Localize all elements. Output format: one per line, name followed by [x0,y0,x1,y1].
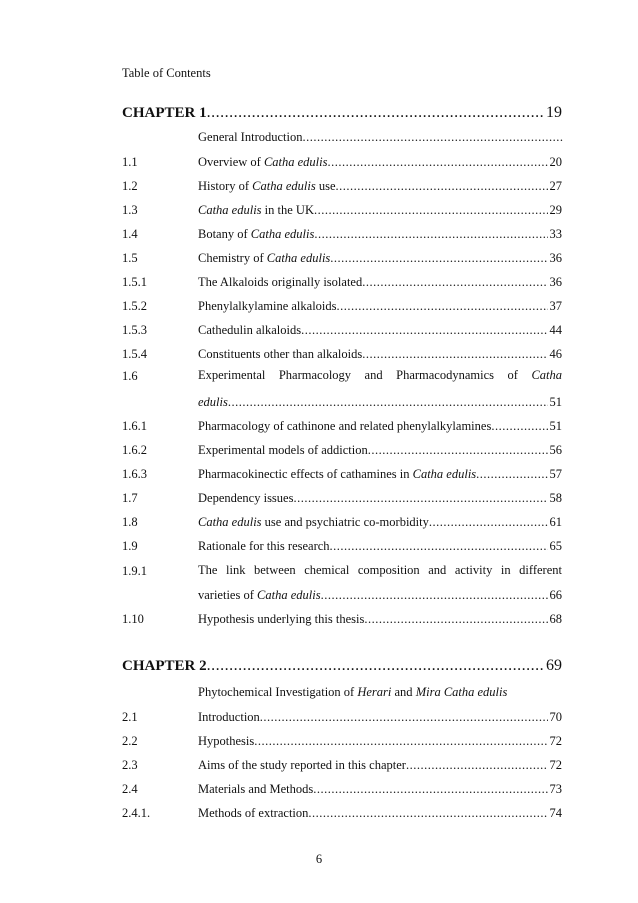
toc-entry [198,178,562,194]
entry-page: 73 [549,782,562,796]
entry-number: 1.3 [122,203,138,217]
entry-number: 1.10 [122,612,144,626]
entry-1-9-1-line2 [198,587,562,603]
entry-text: Experimental Pharmacology and Pharmacodynamics of [198,368,518,382]
entry-text: Dependency issues [198,491,294,505]
leader-dots [313,781,547,797]
entry-page: 36 [549,275,562,289]
entry-number: 1.4 [122,227,138,241]
entry-text: Experimental models of addiction [198,443,368,457]
toc-entry [198,442,562,458]
entry-1-6-line1 [198,368,562,383]
subtitle-text: Phytochemical Investigation of [198,685,358,699]
entry-text: Rationale for this research [198,539,330,553]
entry-text: Hypothesis [198,734,255,748]
entry-text: Pharmacokinectic effects of cathamines in [198,467,413,481]
toc-entry [198,298,562,314]
entry-number: 1.9.1 [122,564,147,578]
toc-entry [198,274,562,290]
entry-italic-text: Catha edulis [198,515,262,529]
leader-dots [207,104,544,122]
leader-dots [260,709,548,725]
chapter-2-label: CHAPTER 2 [122,658,207,674]
leader-dots [328,154,548,170]
entry-text: Hypothesis underlying this thesis [198,612,365,626]
leader-dots [476,466,547,482]
entry-italic-text: Catha edulis [257,588,321,602]
leader-dots [368,442,548,458]
entry-number: 2.4.1. [122,806,151,820]
entry-number: 2.1 [122,710,138,724]
entry-page: 44 [549,323,562,337]
leader-dots [362,346,547,362]
leader-dots [314,202,548,218]
entry-italic-text: Catha edulis [266,251,331,265]
entry-page: 37 [549,299,562,313]
entry-number: 2.4 [122,782,138,796]
entry-page: 70 [549,710,562,724]
chapter-2-subtitle [198,684,507,700]
entry-italic-text: Catha edulis [252,179,316,193]
entry-page: 51 [549,419,562,433]
leader-dots [308,805,547,821]
chapter-1-subtitle: General Introduction [198,130,303,144]
entry-page: 56 [549,443,562,457]
entry-page: 33 [549,227,562,241]
subtitle-italic: Mira Catha edulis [415,685,508,699]
leader-dots [330,538,548,554]
leader-dots [302,130,564,145]
entry-text: The Alkaloids originally isolated [198,275,363,289]
entry-page: 58 [549,491,562,505]
entry-number: 2.3 [122,758,138,772]
entry-page: 51 [549,395,562,409]
toc-entry [198,226,562,242]
entry-text: History of [198,179,253,193]
toc-entry [198,418,562,434]
toc-entry [198,154,562,170]
leader-dots [336,178,548,194]
leader-dots [228,394,548,410]
entry-page: 66 [549,588,562,602]
chapter-1-subtitle-line [198,130,564,145]
leader-dots [321,587,548,603]
leader-dots [429,514,548,530]
toc-entry [198,709,562,725]
entry-page: 46 [549,347,562,361]
entry-text: Pharmacology of cathinone and related phenylalkylamines [198,419,492,433]
entry-text: Materials and Methods [198,782,314,796]
entry-text: Aims of the study reported in this chapter [198,758,406,772]
entry-page: 65 [549,539,562,553]
toc-entry [198,733,562,749]
subtitle-text: and [391,685,416,699]
page-number: 6 [315,852,323,866]
subtitle-italic: Herari [357,685,392,699]
entry-page: 72 [549,758,562,772]
entry-text: Botany of [198,227,251,241]
chapter-2-entry [122,657,562,675]
leader-dots [362,274,547,290]
entry-number: 1.5.3 [122,323,147,337]
entry-page: 20 [549,155,562,169]
entry-italic-text: Catha edulis [198,203,262,217]
entry-number: 1.6.2 [122,443,147,457]
leader-dots [293,490,547,506]
chapter-1-entry [122,104,562,122]
entry-number: 1.5.1 [122,275,147,289]
entry-text: use and psychiatric co-morbidity [261,515,429,529]
entry-page: 68 [549,612,562,626]
entry-number: 1.6.1 [122,419,147,433]
entry-text: Overview of [198,155,264,169]
leader-dots [207,657,544,675]
entry-1-9-1-line1: The link between chemical composition and activity in different [198,563,562,577]
entry-number: 1.7 [122,491,138,505]
leader-dots [364,611,547,627]
entry-number: 1.2 [122,179,138,193]
entry-number: 1.9 [122,539,138,553]
entry-text: Cathedulin alkaloids [198,323,302,337]
entry-page: 27 [549,179,562,193]
entry-page: 29 [549,203,562,217]
entry-page: 36 [549,251,562,265]
toc-entry [198,250,562,266]
entry-text: Methods of extraction [198,806,309,820]
entry-text: varieties of [198,588,258,602]
entry-number: 2.2 [122,734,138,748]
chapter-1-page: 19 [546,104,562,121]
entry-number: 1.5 [122,251,138,265]
entry-number: 1.6 [122,369,138,383]
entry-italic-text: Catha edulis [250,227,315,241]
entry-page: 72 [549,734,562,748]
entry-number: 1.1 [122,155,138,169]
chapter-2-page: 69 [546,657,562,674]
entry-italic-text: Catha edulis [263,155,328,169]
toc-entry [198,466,562,482]
entry-page: 74 [549,806,562,820]
entry-number: 1.5.4 [122,347,147,361]
toc-entry [198,781,562,797]
entry-1-6-line2 [198,394,562,410]
toc-entry [198,202,562,218]
toc-entry [198,490,562,506]
toc-entry [198,538,562,554]
leader-dots [254,733,547,749]
entry-text: Phenylalkylamine alkaloids [198,299,337,313]
chapter-1-label: CHAPTER 1 [122,105,207,121]
leader-dots [491,418,547,434]
leader-dots [406,757,548,773]
entry-1-10 [198,611,562,627]
entry-page: 61 [549,515,562,529]
entry-text: Chemistry of [198,251,267,265]
entry-italic-text: Catha [531,368,563,382]
toc-entry [198,514,562,530]
leader-dots [337,298,548,314]
toc-entry [198,805,562,821]
toc-entry [198,757,562,773]
entry-page: 57 [549,467,562,481]
entry-text: in the UK [261,203,314,217]
leader-dots [301,322,547,338]
toc-entry [198,322,562,338]
entry-number: 1.5.2 [122,299,147,313]
entry-italic-text: edulis [198,395,228,409]
leader-dots [314,226,547,242]
toc-heading: Table of Contents [122,66,211,80]
entry-italic-text: Catha edulis [412,467,477,481]
entry-text: use [315,179,336,193]
toc-entry [198,346,562,362]
entry-text: Constituents other than alkaloids [198,347,363,361]
leader-dots [330,250,547,266]
entry-number: 1.8 [122,515,138,529]
entry-number: 1.6.3 [122,467,147,481]
entry-text: Introduction [198,710,260,724]
